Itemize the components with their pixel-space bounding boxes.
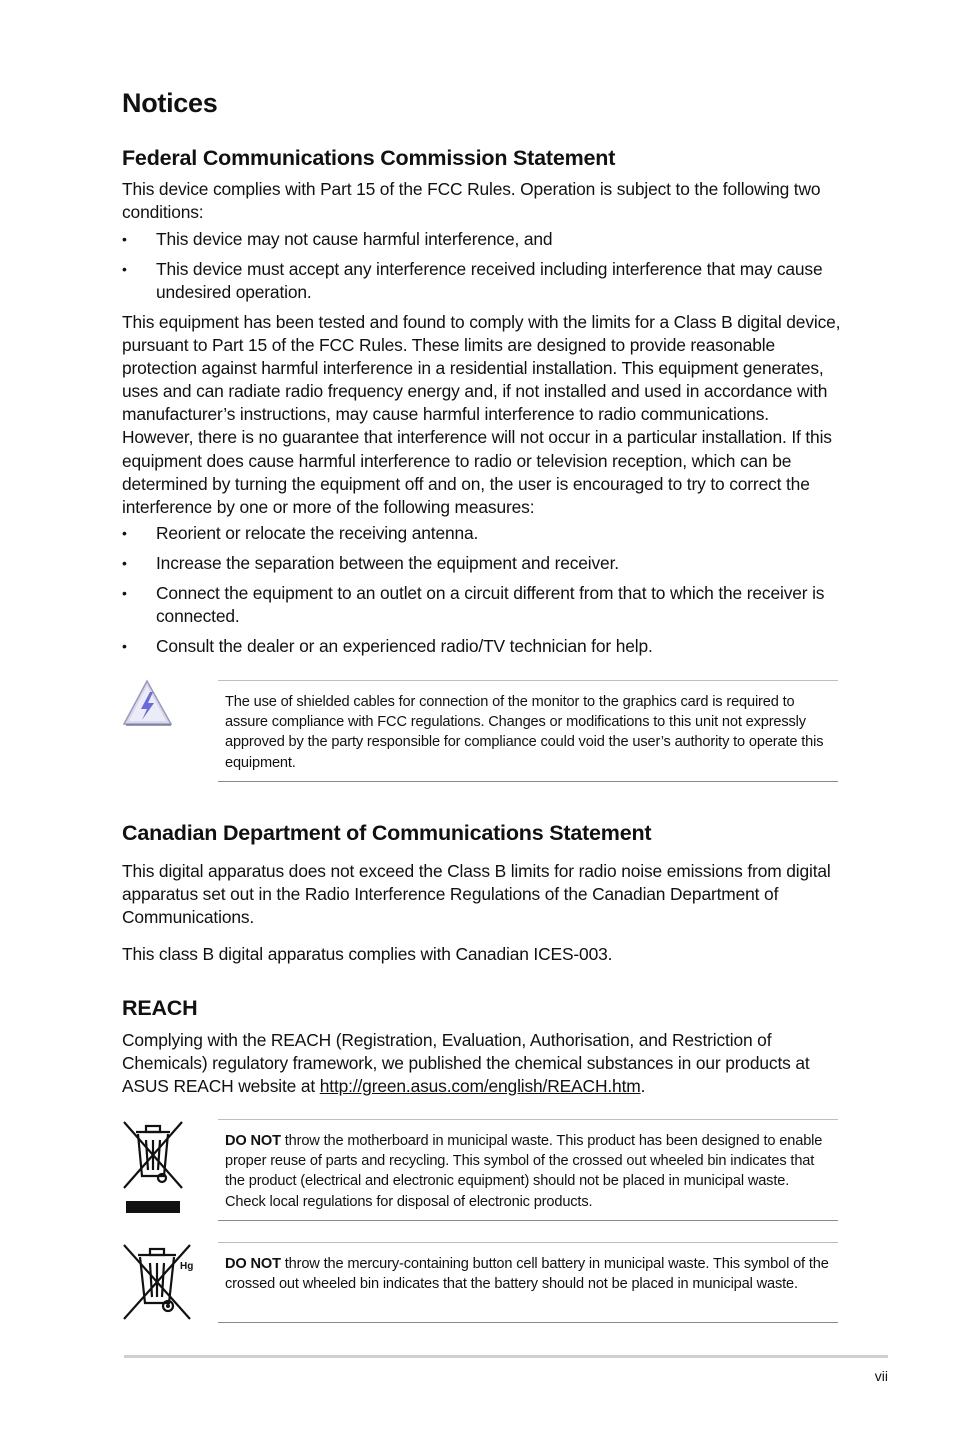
fcc-body: This equipment has been tested and found to comply with the limits for a Class B digital device, pursuant to Part 15 of the FCC Rules. These limits are designed to provide reasonable protection against harmful interference in a residential installation. This equipment generates, uses and can radiate radio frequency energy and, if not installed and used in accordance with manufacturer’s instructions, may cause harmful interference to radio communications. However, there is no guarantee that interference will not occur in a particular installation. If this equipment does cause harmful interference to radio or television reception, which can be determined by turning the equipment off and on, the user is encouraged to try to correct the interference by one or more of the following measures:: [122, 312, 841, 517]
warning-icon: [122, 678, 174, 728]
reach-body-text: Complying with the REACH (Registration, Evaluation, Authorisation, and Restriction of Chemicals) regulatory framework, we published the chemical substances in our products at ASUS REACH website at: [122, 1030, 810, 1097]
reach-battery-text: [225, 1254, 831, 1294]
battery-note-body: throw the mercury-containing button cell battery in municipal waste. This symbol of the crossed out wheeled bin indicates that the battery should not be placed in municipal waste.: [225, 1256, 829, 1293]
fcc-measure-3: [122, 582, 842, 628]
canada-heading: Canadian Department of Communications Statement: [122, 821, 652, 845]
fcc-heading: Federal Communications Commission Statement: [122, 146, 616, 170]
canada-para-2: This class B digital apparatus complies with Canadian ICES-003.: [122, 944, 613, 964]
fcc-measure-text: Consult the dealer or an experienced radio/TV technician for help.: [156, 636, 653, 656]
fcc-warning-text: The use of shielded cables for connection of the monitor to the graphics card is required to assure compliance with FCC regulations. Changes or modifications to this unit not expressly approved by the party responsible for compliance could void the user’s authority to operate this equipment.: [225, 694, 824, 771]
footer-divider: [124, 1355, 888, 1358]
fcc-condition-1: [122, 228, 842, 251]
battery-symbol-label: Hg: [180, 1261, 194, 1272]
reach-body: [122, 1029, 842, 1098]
fcc-condition-text: This device must accept any interference received including interference that may cause undesired operation.: [156, 259, 823, 303]
fcc-measure-2: [122, 552, 842, 575]
reach-body-end: .: [640, 1076, 646, 1097]
bullet-marker: •: [122, 555, 127, 571]
fcc-condition-2: [122, 258, 842, 304]
fcc-measure-1: [122, 522, 842, 545]
bullet-marker: •: [122, 525, 127, 541]
fcc-measure-4: [122, 635, 842, 658]
reach-motherboard-text: [225, 1131, 831, 1212]
fcc-measure-text: Reorient or relocate the receiving antenna.: [156, 523, 479, 543]
page-title: Notices: [122, 88, 218, 118]
bullet-marker: •: [122, 231, 127, 247]
crossed-bin-icon: [122, 1120, 184, 1216]
do-not-label: DO NOT: [225, 1133, 281, 1149]
reach-battery-note: [218, 1242, 838, 1323]
motherboard-note-body: throw the motherboard in municipal waste. This product has been designed to enable proper reuse of parts and recycling. This symbol of the crossed out wheeled bin indicates that the product (electrical and electronic equipment) should not be placed in municipal waste. Check local regulations for disposal of electronic products.: [225, 1133, 823, 1210]
fcc-warning-note: [218, 680, 838, 782]
fcc-measure-text: Increase the separation between the equipment and receiver.: [156, 553, 619, 573]
bullet-marker: •: [122, 585, 127, 601]
page-number: vii: [874, 1368, 888, 1384]
reach-website-link[interactable]: http://green.asus.com/english/REACH.htm: [319, 1076, 641, 1097]
crossed-battery-bin-icon: [122, 1243, 192, 1321]
do-not-label: DO NOT: [225, 1256, 281, 1272]
fcc-intro: This device complies with Part 15 of the FCC Rules. Operation is subject to the following two conditions:: [122, 179, 821, 223]
canada-para-1: This digital apparatus does not exceed the Class B limits for radio noise emissions from digital apparatus set out in the Radio Interference Regulations of the Canadian Department of Communications.: [122, 861, 831, 928]
bullet-marker: •: [122, 261, 127, 277]
fcc-condition-text: This device may not cause harmful interference, and: [156, 229, 553, 249]
bullet-marker: •: [122, 638, 127, 654]
fcc-measure-text: Connect the equipment to an outlet on a circuit different from that to which the receiver is connected.: [156, 583, 825, 627]
reach-motherboard-note: [218, 1119, 838, 1221]
reach-heading: REACH: [122, 996, 198, 1020]
